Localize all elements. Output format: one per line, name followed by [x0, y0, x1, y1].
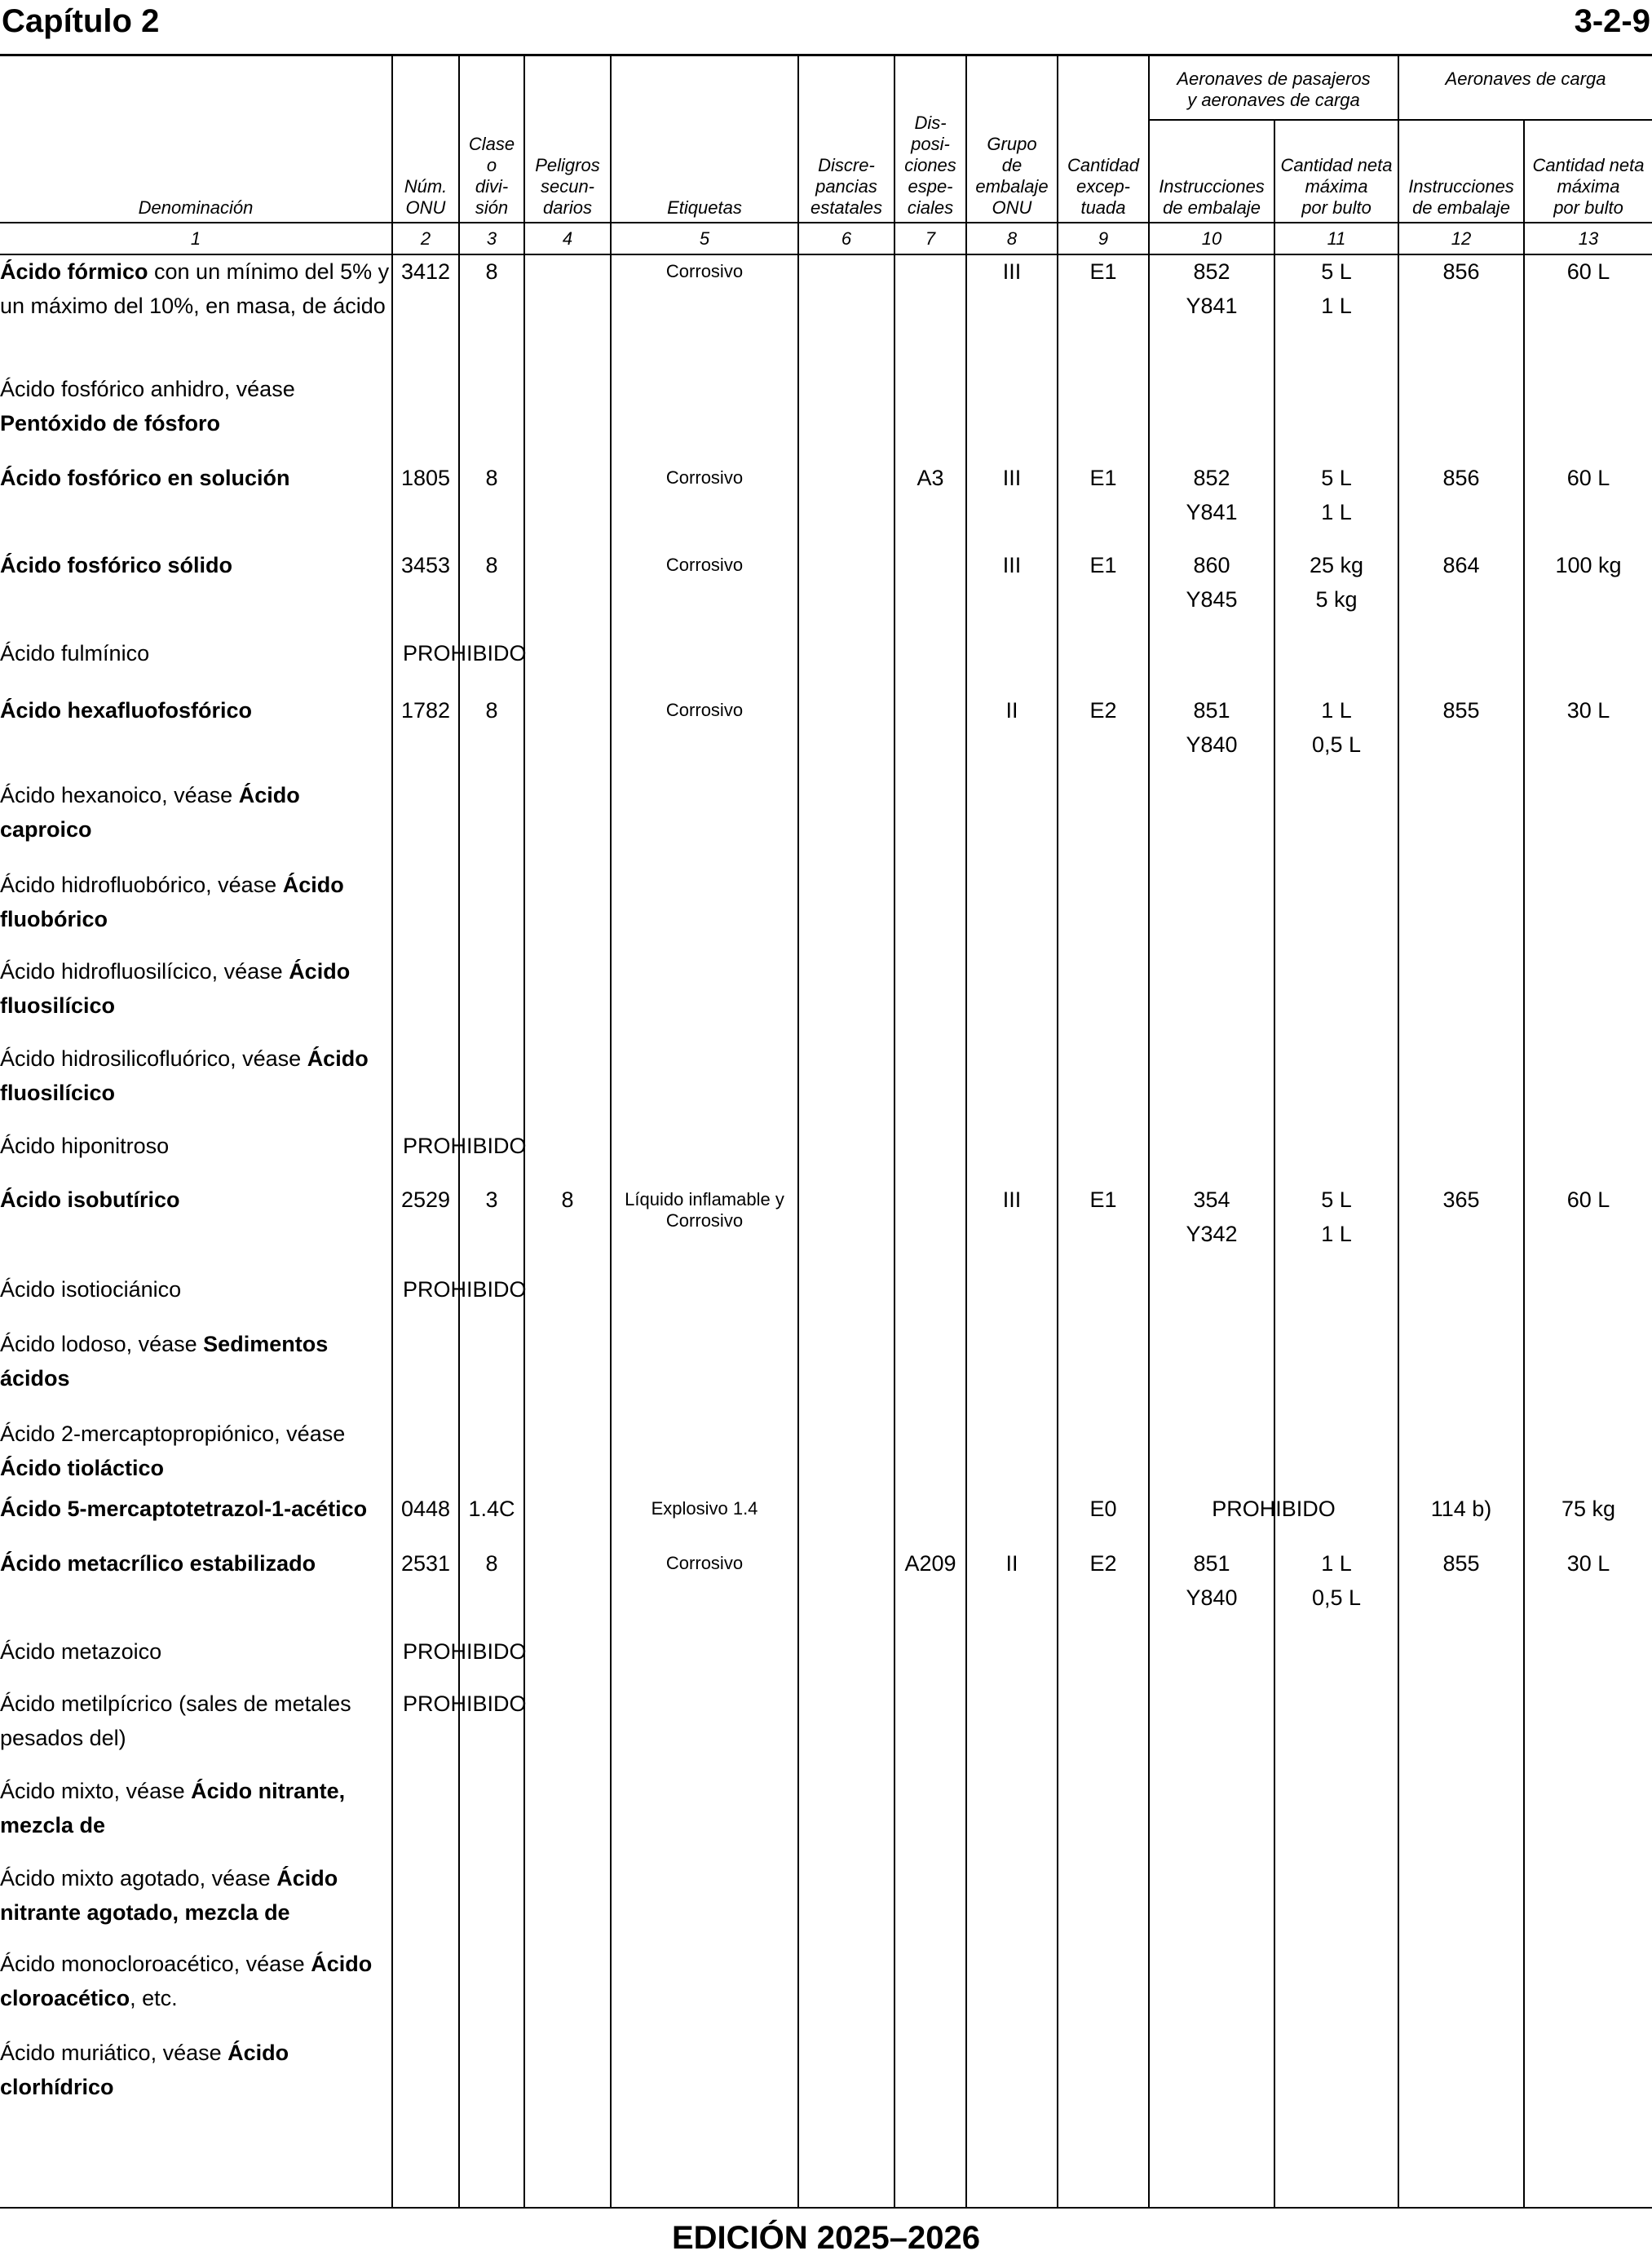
max-net-quantity-cargo: 60 L — [1566, 466, 1610, 490]
hazard-label: Corrosivo — [665, 555, 744, 575]
substance-name — [0, 1947, 390, 2015]
substance-name-part: Ácido mixto, véase — [0, 1779, 192, 1803]
excepted-quantity: E1 — [1089, 259, 1117, 284]
column-number: 5 — [699, 228, 710, 249]
class-division: 8 — [485, 553, 498, 577]
substance-name-part: Ácido hexafluofosfórico — [0, 698, 253, 723]
max-net-quantity-passenger: 25 kg 5 kg — [1309, 553, 1364, 612]
un-number: 3412 — [400, 259, 451, 284]
substance-name-part: Ácido hiponitroso — [0, 1134, 170, 1158]
column-number: 13 — [1578, 228, 1599, 249]
max-net-quantity-passenger: 1 L 0,5 L — [1311, 698, 1362, 757]
hazard-label: Explosivo 1.4 — [651, 1498, 758, 1519]
substance-name — [0, 1041, 390, 1110]
forbidden-label: PROHIBIDO — [403, 1277, 527, 1302]
substance-name-part: con un mínimo del 5% y un máximo del 10%, en masa, de ácido — [0, 259, 390, 318]
class-division: 1.4C — [468, 1497, 515, 1521]
substance-name-part: Ácido clorhídrico — [0, 2041, 289, 2099]
column-rule — [391, 54, 393, 2207]
substance-name-part: Ácido fosfórico anhidro, véase — [0, 377, 295, 401]
col-header-discrepancias: Discre- pancias estatales — [810, 155, 883, 218]
column-rule — [797, 54, 799, 2207]
column-number: 1 — [190, 228, 201, 249]
col-header-max-pasajeros: Cantidad neta máxima por bulto — [1280, 155, 1393, 218]
un-number: 0448 — [400, 1497, 451, 1521]
special-provision: A209 — [904, 1551, 956, 1576]
substance-name-part: Ácido fulmínico — [0, 641, 150, 665]
packing-instruction-passenger: 851 Y840 — [1186, 698, 1238, 757]
packing-instruction-cargo: 365 — [1442, 1187, 1480, 1212]
substance-name-part: Ácido hexanoico, véase — [0, 783, 239, 807]
hazard-label: Corrosivo — [665, 261, 744, 281]
max-net-quantity-cargo: 30 L — [1566, 1551, 1610, 1576]
substance-name-part: Ácido isobutírico — [0, 1187, 180, 1212]
header-group-divider — [1150, 119, 1652, 121]
max-net-quantity-passenger: 5 L 1 L — [1321, 1187, 1352, 1246]
hazard-label: Corrosivo — [665, 1553, 744, 1573]
excepted-quantity: E0 — [1089, 1497, 1117, 1521]
group-header-carga: Aeronaves de carga — [1445, 69, 1606, 89]
column-number: 3 — [486, 228, 497, 249]
substance-name-part: Ácido hidrosilicofluórico, véase — [0, 1046, 307, 1071]
substance-name — [0, 1634, 390, 1669]
hazard-label: Líquido inflamable y Corrosivo — [625, 1189, 784, 1231]
substance-name-part: Ácido fluosilícico — [0, 1046, 369, 1105]
substance-name-part: , etc. — [130, 1986, 178, 2010]
un-number: 3453 — [400, 553, 451, 577]
packing-instruction-cargo: 856 — [1442, 466, 1480, 490]
col-header-grupo: Grupo de embalaje ONU — [975, 134, 1049, 218]
col-header-disposiciones: Dis- posi- ciones espe- ciales — [904, 113, 956, 218]
substance-name — [0, 1183, 390, 1217]
packing-instruction-passenger: 852 Y841 — [1186, 259, 1238, 318]
max-net-quantity-cargo: 75 kg — [1561, 1497, 1616, 1521]
column-rule — [1148, 54, 1150, 2207]
column-rule — [1057, 54, 1058, 2207]
substance-name — [0, 2036, 390, 2104]
substance-name-part: Ácido nitrante agotado, mezcla de — [0, 1866, 338, 1925]
substance-name — [0, 1327, 390, 1395]
un-number: 2531 — [400, 1551, 451, 1576]
substance-name-part: Ácido lodoso, véase — [0, 1332, 204, 1356]
packing-instruction-passenger: 852 Y841 — [1186, 466, 1238, 524]
substance-name-part: Ácido isotiociánico — [0, 1277, 182, 1302]
subsidiary-hazard: 8 — [561, 1187, 574, 1212]
substance-name-part: Ácido metacrílico estabilizado — [0, 1551, 316, 1576]
substance-name — [0, 1129, 390, 1163]
substance-name-part: Ácido fluosilícico — [0, 959, 351, 1018]
col-header-peligros: Peligros secun- darios — [535, 155, 600, 218]
column-number: 2 — [420, 228, 431, 249]
col-header-cantidad-exceptuada: Cantidad excep- tuada — [1067, 155, 1140, 218]
un-number: 1805 — [400, 466, 451, 490]
substance-name — [0, 954, 390, 1023]
packing-instruction-cargo: 864 — [1442, 553, 1480, 577]
packing-instruction-cargo: 856 — [1442, 259, 1480, 284]
substance-name-part: Ácido fosfórico sólido — [0, 553, 233, 577]
substance-name — [0, 693, 390, 727]
table-bottom-rule — [0, 2207, 1652, 2209]
col-header-etiquetas: Etiquetas — [667, 197, 742, 218]
group-header-pasajeros: Aeronaves de pasajeros y aeronaves de carga — [1177, 69, 1371, 110]
substance-name-part: Sedimentos ácidos — [0, 1332, 329, 1391]
packing-group: II — [1005, 1551, 1018, 1576]
passenger-forbidden: PROHIBIDO — [1212, 1497, 1336, 1521]
substance-name-part: Ácido hidrofluosilícico, véase — [0, 959, 289, 984]
column-number: 12 — [1451, 228, 1472, 249]
substance-name-part: Pentóxido de fósforo — [0, 411, 220, 436]
substance-name-part: Ácido 5-mercaptotetrazol-1-acético — [0, 1497, 368, 1521]
substance-name — [0, 372, 390, 440]
class-division: 8 — [485, 1551, 498, 1576]
column-rule — [1274, 119, 1275, 2207]
packing-group: III — [1002, 466, 1022, 490]
page-header — [0, 0, 1652, 56]
max-net-quantity-cargo: 60 L — [1566, 1187, 1610, 1212]
special-provision: A3 — [917, 466, 944, 490]
substance-name-part: Ácido nitrante, mezcla de — [0, 1779, 346, 1837]
max-net-quantity-passenger: 1 L 0,5 L — [1311, 1551, 1362, 1610]
substance-name — [0, 1492, 390, 1526]
column-number: 6 — [841, 228, 852, 249]
max-net-quantity-cargo: 60 L — [1566, 259, 1610, 284]
packing-group: III — [1002, 1187, 1022, 1212]
packing-group: III — [1002, 553, 1022, 577]
forbidden-label: PROHIBIDO — [403, 1639, 527, 1664]
substance-name-part: Ácido caproico — [0, 783, 300, 842]
column-rule — [1398, 54, 1399, 2207]
un-number: 1782 — [400, 698, 451, 723]
substance-name-part: Ácido metilpícrico (sales de metales pesados del) — [0, 1691, 351, 1750]
substance-name-part: Ácido tioláctico — [0, 1456, 165, 1480]
forbidden-label: PROHIBIDO — [403, 641, 527, 665]
column-number: 11 — [1327, 228, 1346, 249]
substance-name — [0, 1861, 390, 1930]
substance-name-part: Ácido mixto agotado, véase — [0, 1866, 277, 1890]
packing-instruction-cargo: 855 — [1442, 698, 1480, 723]
excepted-quantity: E2 — [1089, 698, 1117, 723]
forbidden-label: PROHIBIDO — [403, 1691, 527, 1716]
class-division: 8 — [485, 466, 498, 490]
packing-instruction-cargo: 114 b) — [1430, 1497, 1492, 1521]
col-header-max-carga: Cantidad neta máxima por bulto — [1532, 155, 1645, 218]
column-number: 8 — [1006, 228, 1018, 249]
forbidden-label: PROHIBIDO — [403, 1134, 527, 1158]
page-number: 3-2-9 — [1574, 3, 1650, 39]
excepted-quantity: E1 — [1089, 466, 1117, 490]
col-header-clase: Clase o divi- sión — [468, 134, 515, 218]
excepted-quantity: E1 — [1089, 553, 1117, 577]
col-header-instr-pasajeros: Instrucciones de embalaje — [1159, 176, 1265, 218]
substance-name — [0, 1687, 390, 1755]
class-division: 3 — [485, 1187, 498, 1212]
col-header-denominacion: Denominación — [138, 197, 254, 218]
substance-name-part: Ácido hidrofluobórico, véase — [0, 873, 283, 897]
excepted-quantity: E1 — [1089, 1187, 1117, 1212]
column-rule — [965, 54, 967, 2207]
col-header-instr-carga: Instrucciones de embalaje — [1408, 176, 1514, 218]
substance-name — [0, 778, 390, 847]
substance-name-part: Ácido cloroacético — [0, 1952, 373, 2010]
substance-name — [0, 1417, 390, 1485]
substance-name-part: Ácido fluobórico — [0, 873, 344, 931]
column-rule — [1523, 119, 1525, 2207]
substance-name-part: Ácido muriático, véase — [0, 2041, 228, 2065]
column-number: 4 — [562, 228, 573, 249]
packing-instruction-passenger: 354 Y342 — [1186, 1187, 1238, 1246]
max-net-quantity-passenger: 5 L 1 L — [1321, 259, 1352, 318]
packing-instruction-cargo: 855 — [1442, 1551, 1480, 1576]
substance-name — [0, 1546, 390, 1581]
max-net-quantity-passenger: 5 L 1 L — [1321, 466, 1352, 524]
packing-instruction-passenger: 860 Y845 — [1186, 553, 1238, 612]
col-header-num-onu: Núm. ONU — [404, 176, 448, 218]
column-number: 10 — [1201, 228, 1222, 249]
substance-name-part: Ácido metazoico — [0, 1639, 162, 1664]
column-rule — [610, 54, 612, 2207]
substance-name — [0, 868, 390, 936]
hazard-label: Corrosivo — [665, 467, 744, 488]
substance-name — [0, 1272, 390, 1307]
substance-name — [0, 254, 390, 323]
substance-name — [0, 1774, 390, 1842]
edition-footer: EDICIÓN 2025–2026 — [671, 2220, 980, 2256]
un-number: 2529 — [400, 1187, 451, 1212]
packing-instruction-passenger: 851 Y840 — [1186, 1551, 1238, 1610]
hazard-label: Corrosivo — [665, 700, 744, 720]
substance-name-part: Ácido 2-mercaptopropiónico, véase — [0, 1422, 346, 1446]
class-division: 8 — [485, 259, 498, 284]
header-bottom-rule — [0, 222, 1652, 223]
max-net-quantity-cargo: 30 L — [1566, 698, 1610, 723]
substance-name-part: Ácido fosfórico en solución — [0, 466, 290, 490]
packing-group: II — [1005, 698, 1018, 723]
column-number: 9 — [1098, 228, 1109, 249]
max-net-quantity-cargo: 100 kg — [1555, 553, 1622, 577]
class-division: 8 — [485, 698, 498, 723]
substance-name — [0, 461, 390, 495]
substance-name — [0, 548, 390, 582]
substance-name-part: Ácido fórmico — [0, 259, 148, 284]
column-number: 7 — [925, 228, 936, 249]
substance-name — [0, 636, 390, 670]
packing-group: III — [1002, 259, 1022, 284]
chapter-title: Capítulo 2 — [2, 3, 160, 39]
substance-name-part: Ácido monocloroacético, véase — [0, 1952, 311, 1976]
excepted-quantity: E2 — [1089, 1551, 1117, 1576]
column-rule — [894, 54, 895, 2207]
